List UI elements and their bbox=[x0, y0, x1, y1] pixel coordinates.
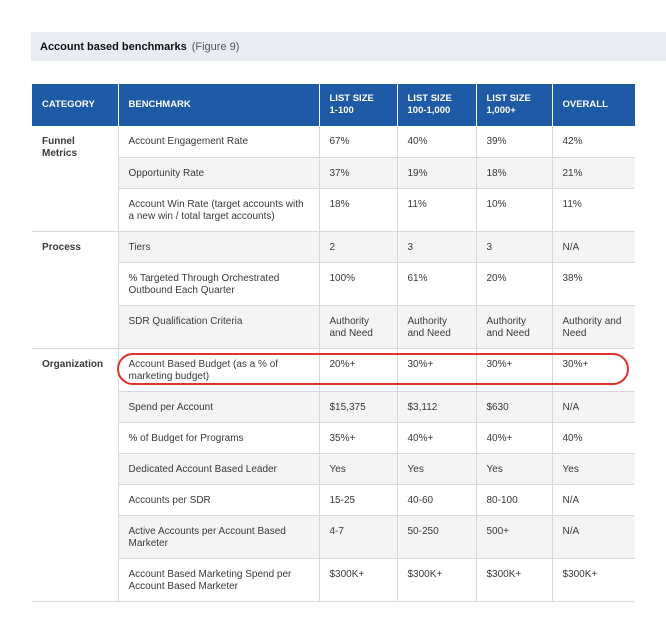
value-list-size-1000-plus: 3 bbox=[476, 231, 552, 262]
table-row bbox=[32, 558, 635, 601]
value-list-size-100-1000: 19% bbox=[397, 157, 476, 188]
benchmark-cell: Active Accounts per Account Based Marketer bbox=[118, 515, 319, 558]
category-cell: Process bbox=[32, 231, 118, 348]
caption-figure-number: (Figure 9) bbox=[191, 40, 240, 53]
value-overall: N/A bbox=[552, 515, 635, 558]
value-list-size-1-100: 67% bbox=[319, 126, 397, 157]
table-row bbox=[32, 231, 635, 262]
header-benchmark: BENCHMARK bbox=[118, 84, 319, 126]
category-cell: Funnel Metrics bbox=[32, 126, 118, 231]
table-row bbox=[32, 453, 635, 484]
category-cell: Organization bbox=[32, 348, 118, 601]
value-list-size-100-1000: 40%+ bbox=[397, 422, 476, 453]
benchmark-cell: Account Engagement Rate bbox=[118, 126, 319, 157]
value-list-size-1-100: Authority and Need bbox=[319, 305, 397, 348]
value-overall: 11% bbox=[552, 188, 635, 231]
table-row bbox=[32, 262, 635, 305]
value-list-size-1000-plus: 500+ bbox=[476, 515, 552, 558]
table-row bbox=[32, 348, 635, 391]
value-overall: N/A bbox=[552, 231, 635, 262]
benchmark-cell: Dedicated Account Based Leader bbox=[118, 453, 319, 484]
value-list-size-1-100: Yes bbox=[319, 453, 397, 484]
value-list-size-1-100: 15-25 bbox=[319, 484, 397, 515]
value-list-size-1-100: 4-7 bbox=[319, 515, 397, 558]
value-list-size-100-1000: 40-60 bbox=[397, 484, 476, 515]
table-row bbox=[32, 188, 635, 231]
value-list-size-100-1000: 40% bbox=[397, 126, 476, 157]
header-text: LIST SIZE 100-1,000 bbox=[407, 93, 452, 116]
value-list-size-1000-plus: $630 bbox=[476, 391, 552, 422]
value-overall: 42% bbox=[552, 126, 635, 157]
value-list-size-1000-plus: Authority and Need bbox=[476, 305, 552, 348]
value-list-size-1-100: 37% bbox=[319, 157, 397, 188]
value-list-size-1-100: 2 bbox=[319, 231, 397, 262]
benchmark-cell: Account Win Rate (target accounts with a new win / total target accounts) bbox=[118, 188, 319, 231]
value-list-size-1-100: $300K+ bbox=[319, 558, 397, 601]
value-overall: N/A bbox=[552, 484, 635, 515]
table-row bbox=[32, 157, 635, 188]
table-row bbox=[32, 515, 635, 558]
value-list-size-1000-plus: 39% bbox=[476, 126, 552, 157]
benchmark-cell: SDR Qualification Criteria bbox=[118, 305, 319, 348]
value-list-size-100-1000: Authority and Need bbox=[397, 305, 476, 348]
value-list-size-1-100: $15,375 bbox=[319, 391, 397, 422]
value-list-size-1000-plus: 40%+ bbox=[476, 422, 552, 453]
value-list-size-100-1000: 3 bbox=[397, 231, 476, 262]
value-list-size-1000-plus: 80-100 bbox=[476, 484, 552, 515]
value-list-size-1-100: 35%+ bbox=[319, 422, 397, 453]
table-body bbox=[32, 126, 635, 601]
value-list-size-1-100: 20%+ bbox=[319, 348, 397, 391]
header-row bbox=[32, 84, 635, 126]
table-row bbox=[32, 126, 635, 157]
table-row bbox=[32, 484, 635, 515]
value-overall: 38% bbox=[552, 262, 635, 305]
value-list-size-100-1000: 61% bbox=[397, 262, 476, 305]
value-list-size-100-1000: $300K+ bbox=[397, 558, 476, 601]
value-list-size-100-1000: 50-250 bbox=[397, 515, 476, 558]
value-list-size-1-100: 18% bbox=[319, 188, 397, 231]
value-list-size-1000-plus: Yes bbox=[476, 453, 552, 484]
figure-caption bbox=[31, 32, 666, 61]
value-list-size-1000-plus: $300K+ bbox=[476, 558, 552, 601]
benchmark-cell: Tiers bbox=[118, 231, 319, 262]
header-list-size-100-1000 bbox=[397, 84, 476, 126]
benchmark-cell: % of Budget for Programs bbox=[118, 422, 319, 453]
value-list-size-1000-plus: 30%+ bbox=[476, 348, 552, 391]
value-overall: 30%+ bbox=[552, 348, 635, 391]
benchmark-cell: % Targeted Through Orchestrated Outbound Each Quarter bbox=[118, 262, 319, 305]
value-list-size-100-1000: $3,112 bbox=[397, 391, 476, 422]
header-overall: OVERALL bbox=[552, 84, 635, 126]
value-list-size-100-1000: 30%+ bbox=[397, 348, 476, 391]
value-overall: 21% bbox=[552, 157, 635, 188]
header-text: LIST SIZE 1-100 bbox=[329, 93, 374, 116]
value-list-size-1000-plus: 20% bbox=[476, 262, 552, 305]
table-row bbox=[32, 391, 635, 422]
value-overall: Authority and Need bbox=[552, 305, 635, 348]
header-list-size-1000-plus bbox=[476, 84, 552, 126]
benchmark-cell: Opportunity Rate bbox=[118, 157, 319, 188]
benchmark-cell: Accounts per SDR bbox=[118, 484, 319, 515]
value-list-size-100-1000: Yes bbox=[397, 453, 476, 484]
value-list-size-1-100: 100% bbox=[319, 262, 397, 305]
benchmark-cell: Account Based Marketing Spend per Account Based Marketer bbox=[118, 558, 319, 601]
value-overall: $300K+ bbox=[552, 558, 635, 601]
value-overall: Yes bbox=[552, 453, 635, 484]
benchmark-cell: Account Based Budget (as a % of marketing budget) bbox=[118, 348, 319, 391]
header-list-size-1-100 bbox=[319, 84, 397, 126]
table-row bbox=[32, 305, 635, 348]
benchmark-table bbox=[32, 84, 635, 602]
caption-title: Account based benchmarks bbox=[40, 40, 187, 53]
header-text: LIST SIZE 1,000+ bbox=[486, 93, 531, 116]
table-row bbox=[32, 422, 635, 453]
value-overall: 40% bbox=[552, 422, 635, 453]
value-overall: N/A bbox=[552, 391, 635, 422]
value-list-size-100-1000: 11% bbox=[397, 188, 476, 231]
value-list-size-1000-plus: 10% bbox=[476, 188, 552, 231]
value-list-size-1000-plus: 18% bbox=[476, 157, 552, 188]
header-category: CATEGORY bbox=[32, 84, 118, 126]
benchmark-cell: Spend per Account bbox=[118, 391, 319, 422]
